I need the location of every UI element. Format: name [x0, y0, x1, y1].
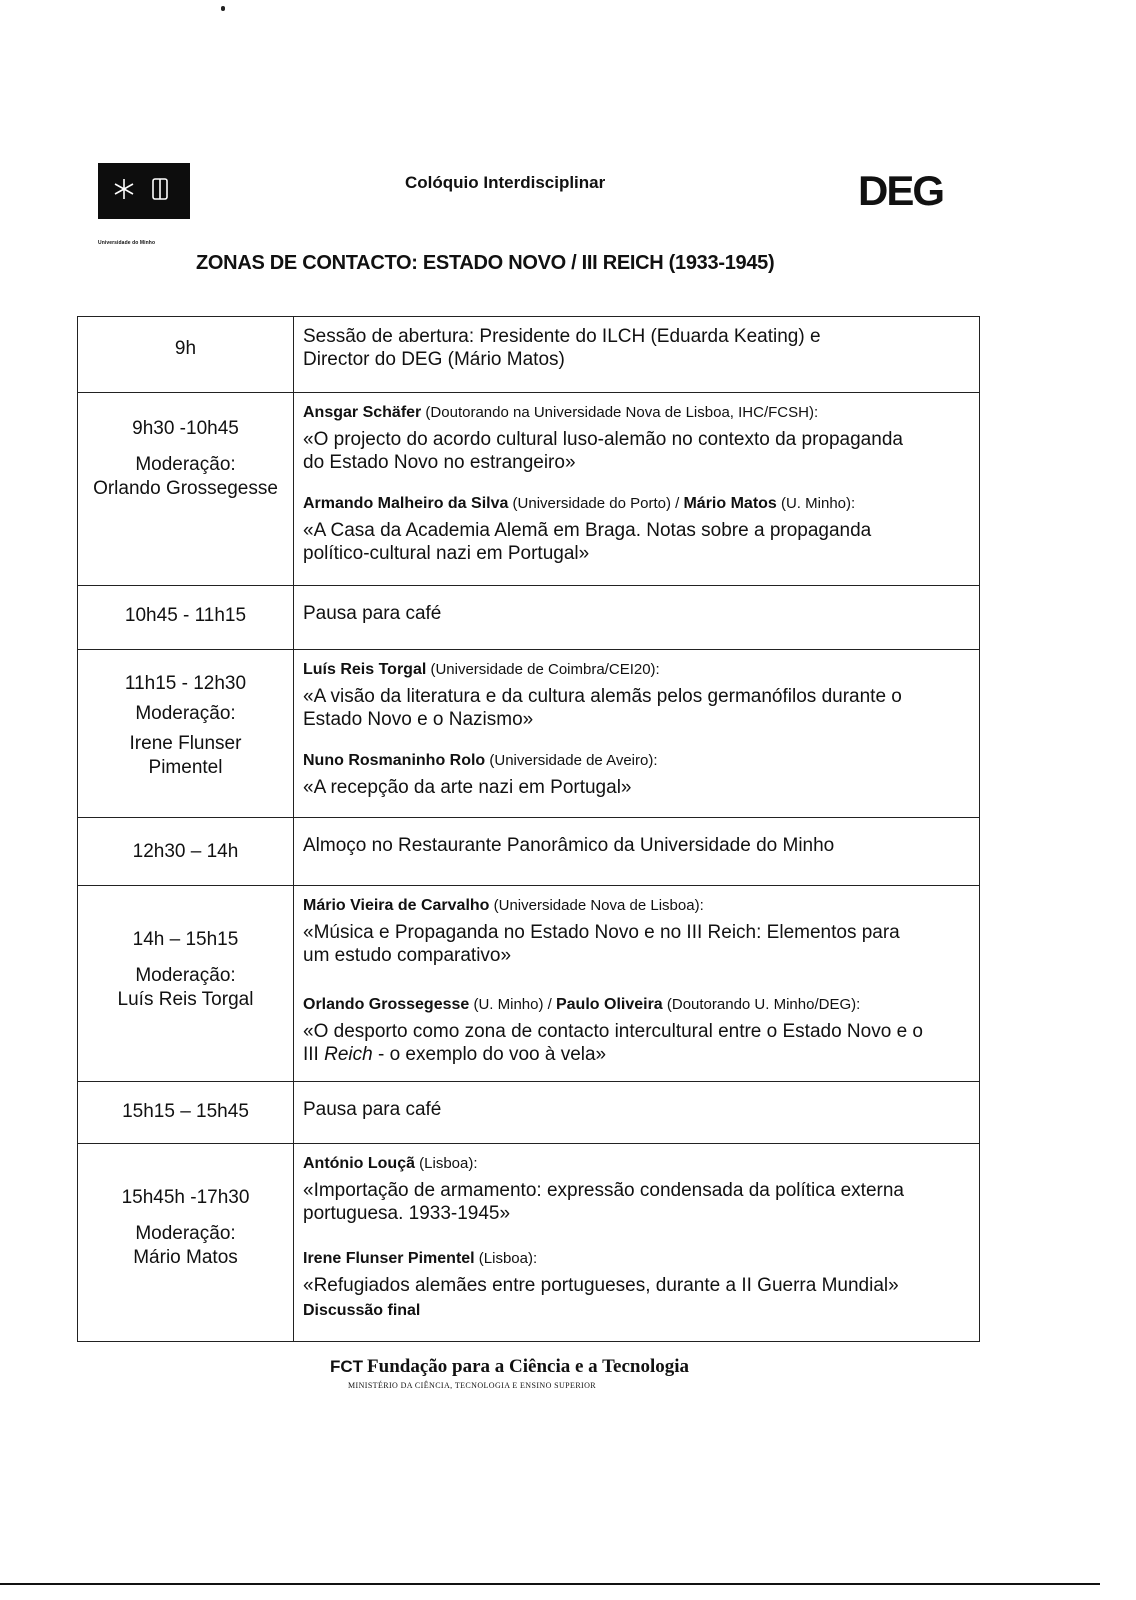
- talk-title-line: «A Casa da Academia Alemã em Braga. Notas sobre a propaganda: [303, 520, 872, 541]
- session-cell: [294, 1082, 980, 1144]
- time-slot: 12h30 – 14h: [132, 841, 239, 862]
- time-cell: [78, 1144, 294, 1342]
- session-line: Sessão de abertura: Presidente do ILCH (Eduarda Keating) e: [303, 326, 821, 347]
- talk-title: [303, 428, 971, 474]
- fct-name-line: [330, 1356, 750, 1378]
- schedule-row-session1: [78, 393, 980, 586]
- schedule-row-session3: [78, 886, 980, 1082]
- session-cell: [294, 1144, 980, 1342]
- speaker-name: Luís Reis Torgal: [303, 661, 427, 678]
- uminho-logo: [98, 163, 190, 219]
- moderator-name: Luís Reis Torgal: [117, 989, 254, 1010]
- talk-title: [303, 519, 971, 565]
- session-cell: [294, 886, 980, 1082]
- speaker-name: Irene Flunser Pimentel: [303, 1250, 475, 1267]
- uminho-caption: Universidade do Minho: [98, 240, 156, 246]
- scan-speck: [221, 6, 225, 11]
- speaker-affiliation: (Doutorando U. Minho/DEG):: [662, 996, 861, 1013]
- speaker: [303, 749, 971, 772]
- time-cell: [78, 886, 294, 1082]
- speaker-affiliation: (Universidade Nova de Lisboa):: [489, 897, 704, 914]
- talk-title: [303, 685, 971, 731]
- schedule-row-session2: [78, 650, 980, 818]
- page-title: ZONAS DE CONTACTO: ESTADO NOVO / III REICH (1933-1945): [196, 252, 775, 274]
- talk-title-line: político-cultural nazi em Portugal»: [303, 543, 590, 564]
- talk-title: [303, 921, 971, 967]
- talk-title-line: «A recepção da arte nazi em Portugal»: [303, 777, 632, 798]
- speaker-affiliation: (Lisboa):: [474, 1250, 538, 1267]
- speaker-name: Orlando Grossegesse: [303, 996, 470, 1013]
- speaker-name: Mário Matos: [683, 495, 777, 512]
- closing-discussion: Discussão final: [303, 1302, 421, 1319]
- schedule-row-session4: [78, 1144, 980, 1342]
- talk-title-line: do Estado Novo no estrangeiro»: [303, 452, 576, 473]
- speaker: [303, 1247, 971, 1270]
- speaker-name: Armando Malheiro da Silva: [303, 495, 509, 512]
- schedule-row-break1: [78, 586, 980, 650]
- session-cell: [294, 393, 980, 586]
- talk-title-line: [303, 1043, 971, 1066]
- schedule-table: [77, 316, 980, 1342]
- time-slot: 9h30 -10h45: [132, 418, 239, 439]
- time-slot: 10h45 - 11h15: [124, 605, 247, 626]
- talk-title: [303, 776, 971, 799]
- time-cell: [78, 393, 294, 586]
- time-slot: 15h15 – 15h45: [122, 1101, 249, 1122]
- talk-title-line: Estado Novo e o Nazismo»: [303, 709, 534, 730]
- time-slot: 9h: [174, 338, 197, 359]
- talk-title: [303, 1179, 971, 1225]
- schedule-row-lunch: [78, 818, 980, 886]
- session-cell: [294, 650, 980, 818]
- talk-title-line: «O projecto do acordo cultural luso-alemão no contexto da propaganda: [303, 429, 903, 450]
- session-line: Director do DEG (Mário Matos): [303, 349, 565, 370]
- talk-title-part: III: [303, 1044, 325, 1065]
- speaker: [303, 492, 971, 515]
- speaker-name: Ansgar Schäfer: [303, 404, 422, 421]
- deg-logo: [858, 165, 958, 215]
- speaker: [303, 993, 971, 1016]
- time-cell: [78, 317, 294, 393]
- time-cell: [78, 586, 294, 650]
- talk-title-line: «O desporto como zona de contacto intercultural entre o Estado Novo e o: [303, 1021, 923, 1042]
- moderation-label: Moderação:: [135, 965, 236, 986]
- talk-title-line: portuguesa. 1933-1945»: [303, 1203, 511, 1224]
- talk-title-line: «Refugiados alemães entre portugueses, durante a II Guerra Mundial»: [303, 1275, 899, 1296]
- talk-title-line: «A visão da literatura e da cultura alemãs pelos germanófilos durante o: [303, 686, 902, 707]
- talk-title-line: «Música e Propaganda no Estado Novo e no III Reich: Elementos para: [303, 922, 900, 943]
- time-slot: 14h – 15h15: [132, 929, 239, 950]
- talk-title: [303, 1020, 971, 1066]
- speaker-name: Nuno Rosmaninho Rolo: [303, 752, 486, 769]
- session-cell: [294, 317, 980, 393]
- break-label: Pausa para café: [303, 1099, 442, 1120]
- speaker-affiliation: (Lisboa):: [414, 1155, 478, 1172]
- moderator-name: Orlando Grossegesse: [93, 478, 278, 499]
- speaker-affiliation: (Universidade de Aveiro):: [485, 752, 658, 769]
- moderation-label: Moderação:: [135, 1223, 236, 1244]
- fct-abbr: FCT: [330, 1357, 364, 1376]
- moderator-name: Mário Matos: [133, 1247, 238, 1268]
- moderator-name: Pimentel: [148, 757, 223, 778]
- speaker-name: Paulo Oliveira: [555, 996, 663, 1013]
- deg-logo-text: DEG: [858, 167, 944, 214]
- speaker: [303, 1152, 971, 1175]
- fct-ministry: MINISTÉRIO DA CIÊNCIA, TECNOLOGIA E ENSINO SUPERIOR: [348, 1381, 597, 1390]
- speaker: [303, 894, 971, 917]
- speaker: [303, 401, 971, 424]
- talk-title-line: um estudo comparativo»: [303, 945, 512, 966]
- speaker-name: Mário Vieira de Carvalho: [303, 897, 490, 914]
- speaker-affiliation: (U. Minho) /: [469, 996, 556, 1013]
- time-slot: 15h45h -17h30: [121, 1187, 250, 1208]
- session-cell: [294, 586, 980, 650]
- talk-title-italic: Reich: [324, 1044, 373, 1065]
- time-slot: 11h15 - 12h30: [124, 673, 247, 694]
- uminho-emblem-icon: [98, 163, 190, 219]
- time-cell: [78, 1082, 294, 1144]
- speaker-name: António Louçã: [303, 1155, 415, 1172]
- lunch-label: Almoço no Restaurante Panorâmico da Universidade do Minho: [303, 835, 835, 856]
- moderation-label: Moderação:: [135, 454, 236, 475]
- talk-title-part: - o exemplo do voo à vela»: [372, 1044, 607, 1065]
- speaker-affiliation: (U. Minho):: [776, 495, 856, 512]
- time-cell: [78, 650, 294, 818]
- fct-logo: [330, 1356, 750, 1390]
- session-cell: [294, 818, 980, 886]
- break-label: Pausa para café: [303, 603, 442, 624]
- speaker-affiliation: (Doutorando na Universidade Nova de Lisboa, IHC/FCSH):: [421, 404, 819, 421]
- schedule-row-opening: [78, 317, 980, 393]
- colloquium-label: Colóquio Interdisciplinar: [405, 173, 606, 192]
- page-bottom-rule: [0, 1583, 1100, 1585]
- talk-title-line: «Importação de armamento: expressão condensada da política externa: [303, 1180, 904, 1201]
- time-cell: [78, 818, 294, 886]
- moderator-name: Irene Flunser: [129, 733, 242, 754]
- fct-name: Fundação para a Ciência e a Tecnologia: [367, 1356, 690, 1377]
- schedule-row-break2: [78, 1082, 980, 1144]
- moderation-label: Moderação:: [135, 703, 236, 724]
- speaker-affiliation: (Universidade do Porto) /: [508, 495, 684, 512]
- speaker-affiliation: (Universidade de Coimbra/CEI20):: [426, 661, 660, 678]
- talk-title: [303, 1274, 971, 1297]
- speaker: [303, 658, 971, 681]
